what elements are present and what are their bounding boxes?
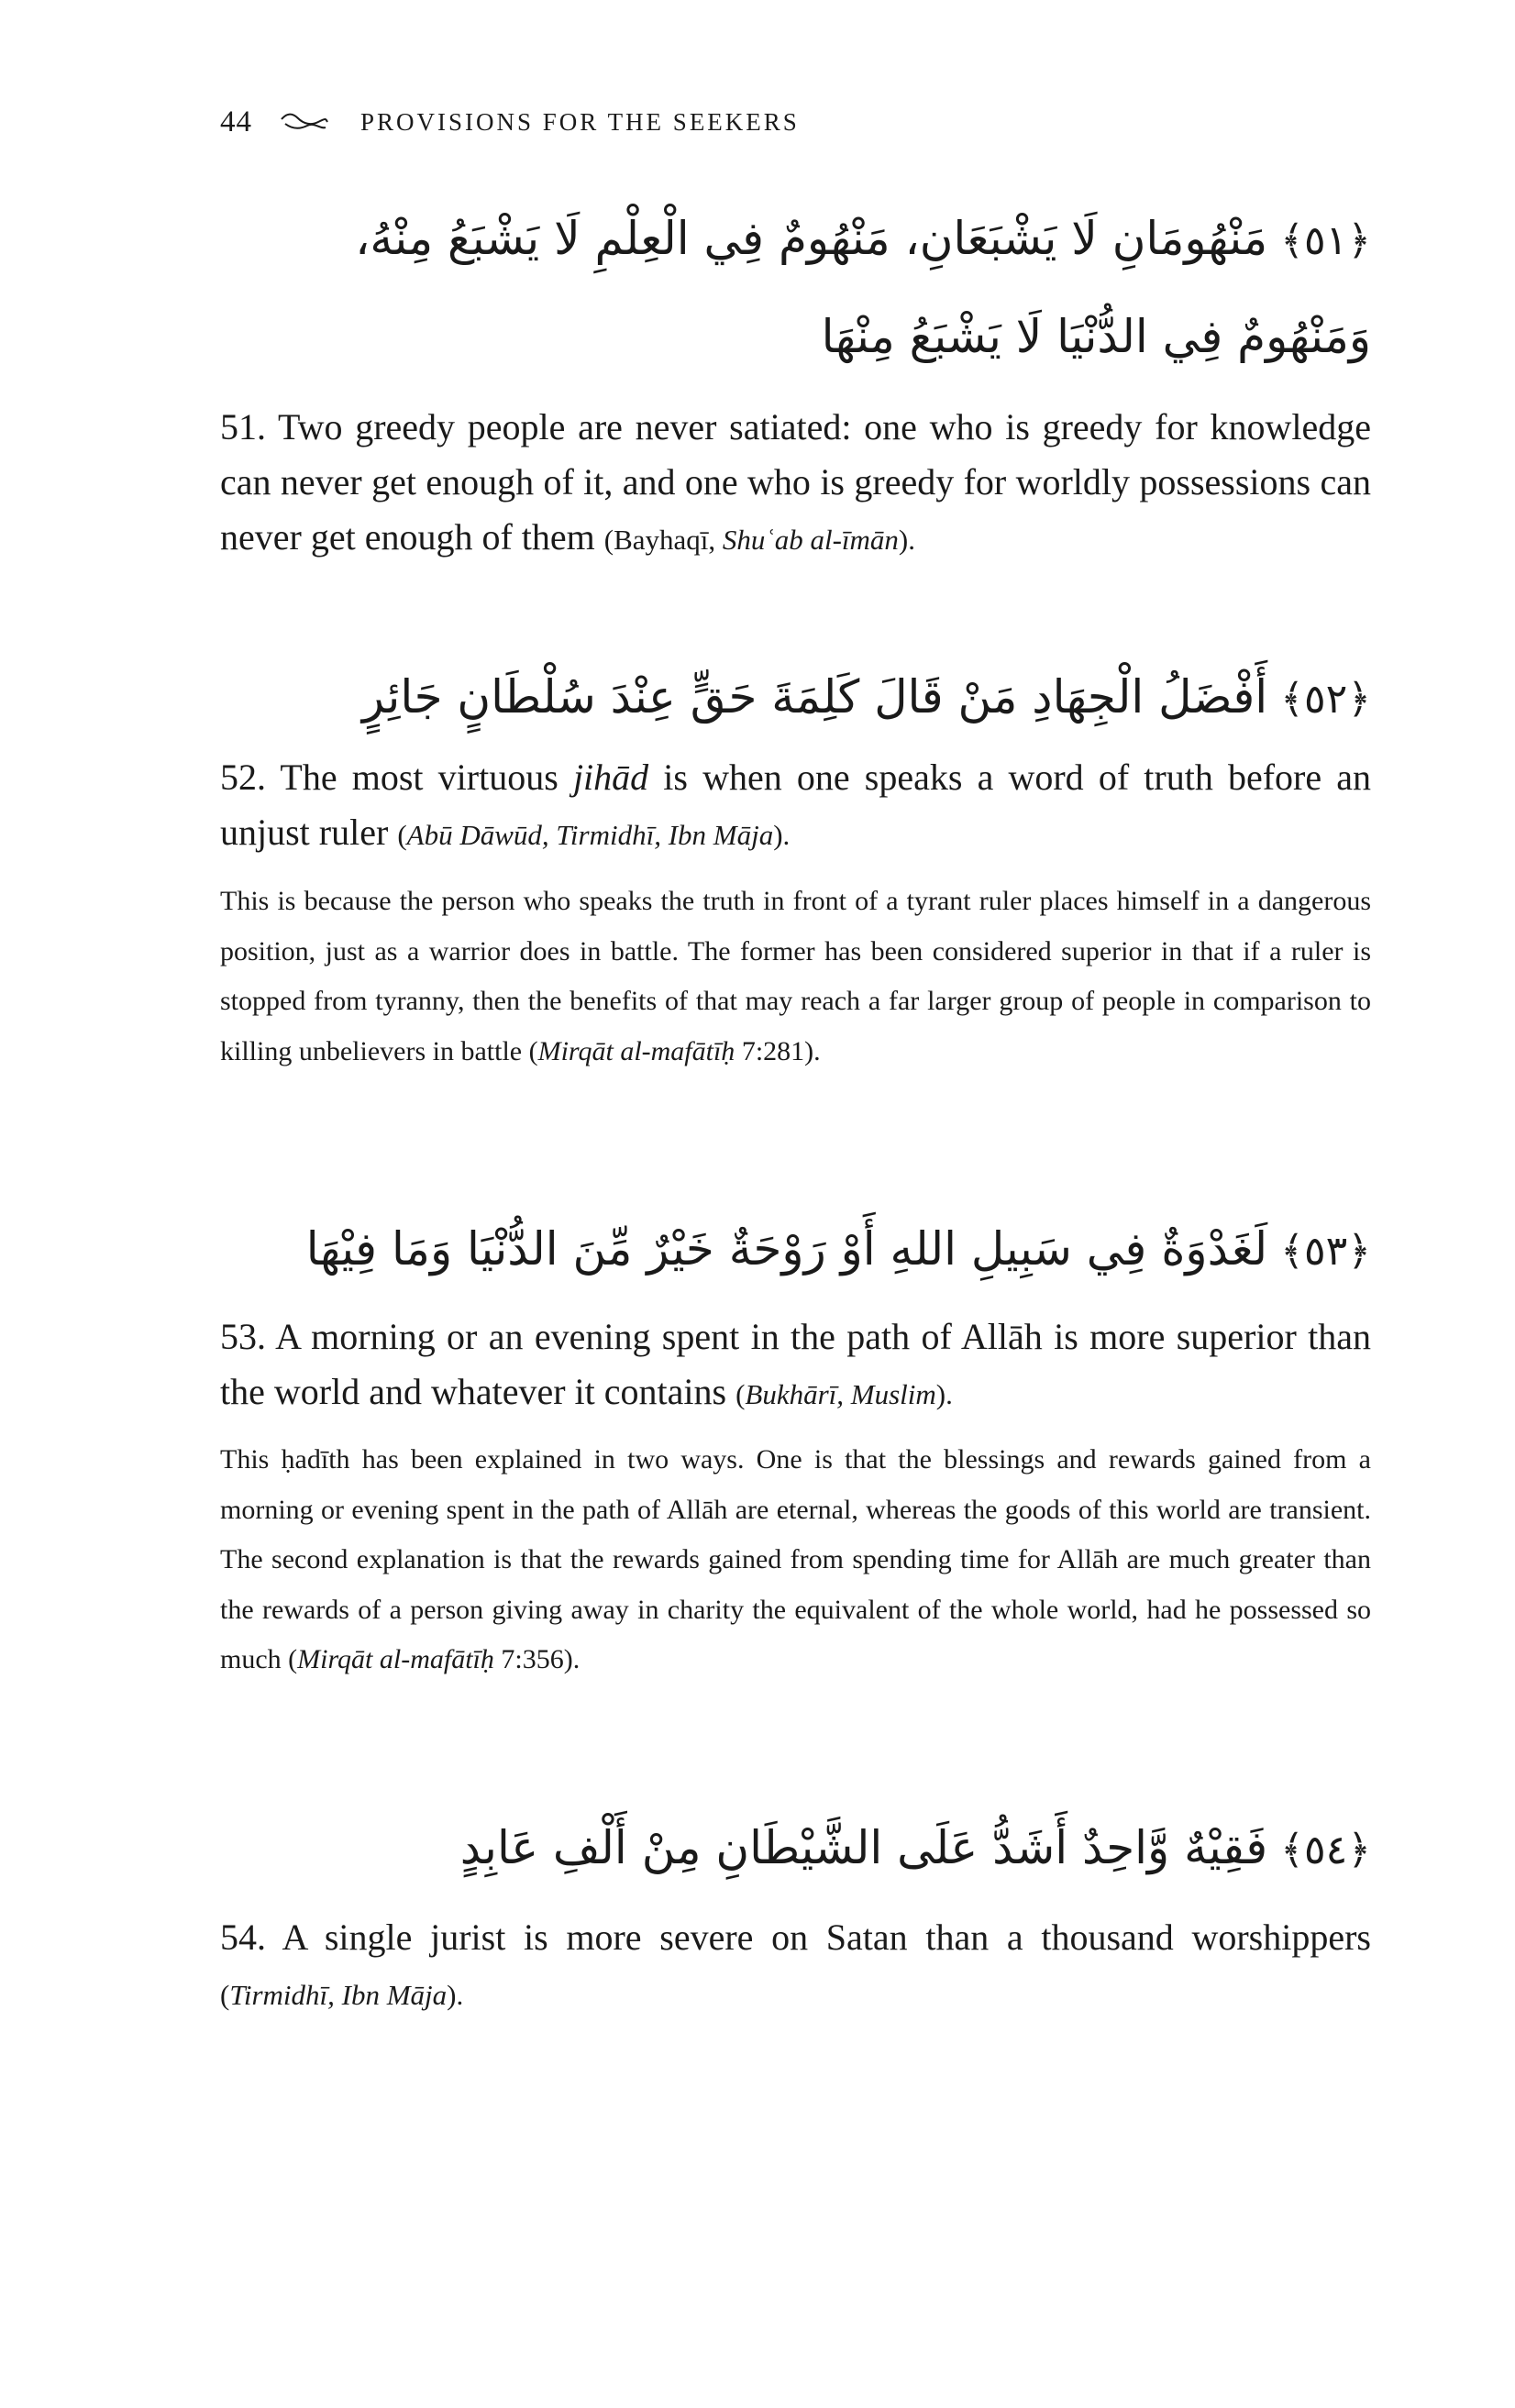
source-citation: (Bukhārī, Muslim).: [735, 1378, 953, 1410]
arabic-hadith-54: [220, 1800, 1371, 1898]
page-number: 44: [220, 105, 252, 138]
translation-53: [220, 1309, 1371, 1422]
source-citation: (Abū Dāwūd, Tirmidhī, Ibn Māja).: [397, 819, 791, 851]
arabic-text: لَغَدْوَةٌ فِي سَبِيلِ اللهِ أَوْ رَوْحَةٌ خَيْرٌ مِّنَ الدُّنْيَا وَمَا فِيْهَا: [305, 1222, 1268, 1276]
source-citation: (Tirmidhī, Ibn Māja).: [220, 1979, 464, 2011]
arabic-text: فَقِيْهٌ وَّاحِدٌ أَشَدُّ عَلَى الشَّيْطَانِ مِنْ أَلْفِ عَابِدٍ: [459, 1821, 1268, 1874]
arabic-hadith-52: [220, 649, 1371, 747]
book-title: PROVISIONS FOR THE SEEKERS: [360, 108, 800, 136]
italic-term: jihād: [572, 757, 649, 798]
hadith-number-marker: ﴿٥٣﴾: [1280, 1228, 1371, 1275]
running-header: [220, 105, 800, 139]
commentary-text: This is because the person who speaks the truth in front of a tyrant ruler places himself in a dangerous position, just as a warrior does in battle. The former has been considered superior in that if a ruler is stopped from tyranny, then the benefits of that may reach a far larger group of people in comparison to killing unbelievers in battle: [220, 886, 1371, 1066]
arabic-text: أَفْضَلُ الْجِهَادِ مَنْ قَالَ كَلِمَةَ حَقٍّ عِنْدَ سُلْطَانٍ جَائِرٍ: [361, 670, 1268, 724]
source-citation: (Bayhaqī, Shuʿab al-īmān).: [603, 524, 915, 556]
term: ḥadīth: [281, 1444, 350, 1475]
translation-52: 52. The most virtuous jihād is when one speaks a word of truth before an unjust ruler (Abū Dāwūd, Tirmidhī, Ibn Māja).: [220, 757, 1372, 853]
commentary-53: This ḥadīth has been explained in two ways. One is that the blessings and rewards gained from a morning or evening spent in the path of Allāh are eternal, whereas the goods of this world are transient. The second explanation is that the rewards gained from spending time for Allāh are much greater than the rewards of a person giving away in charity the equivalent of the whole world, had he possessed so much (Mirqāt al-mafātīḥ 7:356).: [220, 1444, 1371, 1674]
translation-51: [220, 400, 1371, 568]
translation-text: 54. A single jurist is more severe on Satan than a thousand worshippers: [220, 1916, 1371, 1958]
arabic-hadith-53: [220, 1201, 1371, 1299]
arabic-hadith-51: [220, 191, 1371, 385]
translation-54: [220, 1910, 1371, 2023]
ornament-icon: [280, 111, 329, 135]
hadith-number-marker: ﴿٥٤﴾: [1280, 1827, 1371, 1873]
hadith-number-marker: ﴿٥٢﴾: [1280, 676, 1371, 723]
translation-text: 51. Two greedy people are never satiated: one who is greedy for knowledge can never get enough of it, and one who is greedy for worldly possessions can never get enough of them: [220, 406, 1371, 558]
arabic-text: مَنْهُومَانِ لَا يَشْبَعَانِ، مَنْهُومٌ فِي الْعِلْمِ لَا يَشْبَعُ مِنْهُ، وَمَنْهُومٌ فِي الدُّنْيَا لَا يَشْبَعُ مِنْهَا: [355, 212, 1371, 363]
commentary-52: [220, 877, 1371, 1077]
commentary-reference: (Mirqāt al-mafātīḥ 7:356).: [288, 1644, 581, 1674]
hadith-number-marker: ﴿٥١﴾: [1280, 217, 1371, 264]
translation-text: 53. A morning or an evening spent in the path of Allāh is more superior than the world and whatever it contains: [220, 1316, 1371, 1412]
commentary-reference: (Mirqāt al-mafātīḥ 7:281).: [528, 1035, 821, 1066]
